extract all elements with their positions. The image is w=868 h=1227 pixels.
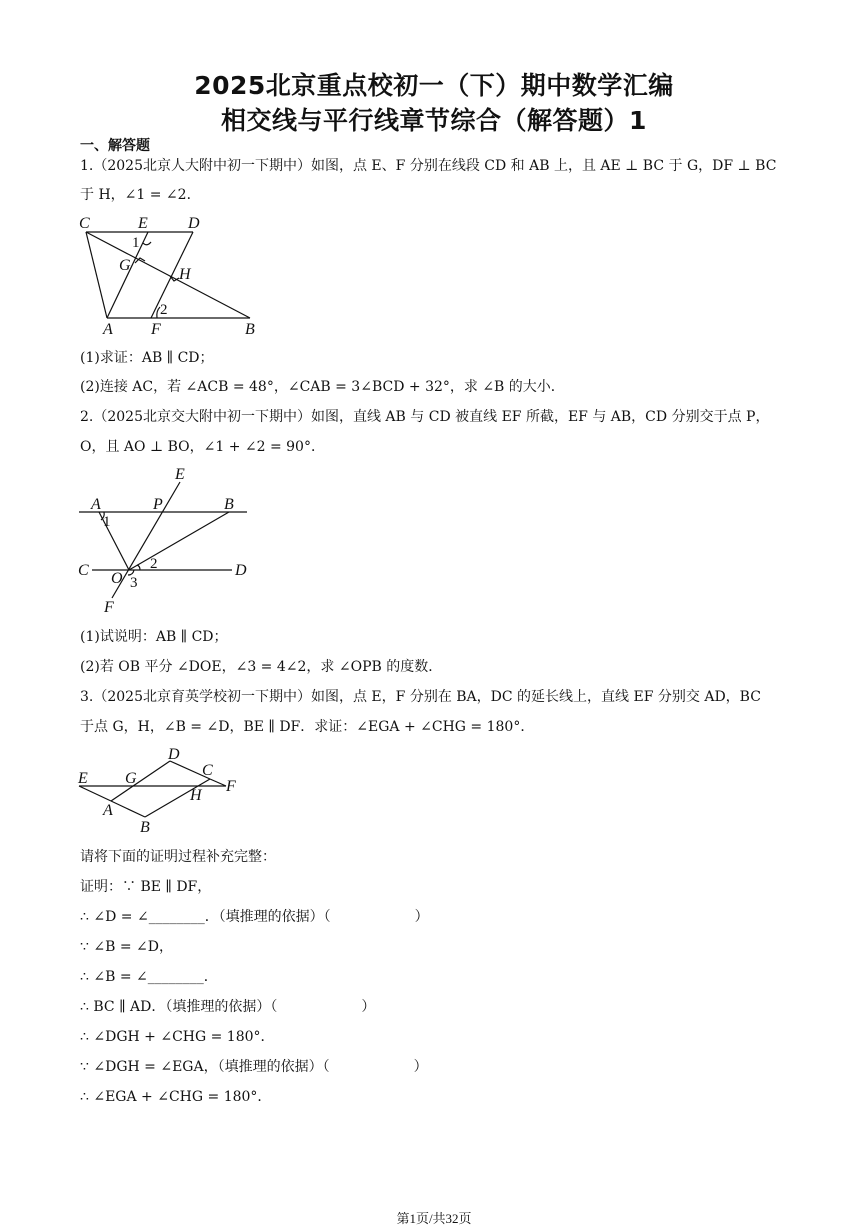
- problem-1-question-1: (1)求证：AB ∥ CD；: [80, 350, 214, 366]
- problem-3-text-line-1: 3.（2025北京育英学校初一下期中）如图，点 E，F 分别在 BA，DC 的延长线上，直线 EF 分别交 AD，BC: [80, 689, 761, 705]
- proof-step-6: ∴ ∠DGH + ∠CHG = 180°．: [80, 1029, 275, 1045]
- label-a: A: [91, 496, 101, 513]
- answer-blank-2[interactable]: ________: [147, 969, 204, 985]
- label-h: H: [190, 787, 202, 804]
- label-d: D: [168, 746, 180, 763]
- proof-step-5: ∴ BC ∥ AD．（填推理的依据）（ ）: [80, 999, 376, 1015]
- label-angle-2: 2: [160, 302, 168, 318]
- segment-ad: [111, 761, 170, 801]
- proof-step-3: ∵ ∠B = ∠D，: [80, 939, 173, 955]
- label-angle-1: 1: [132, 235, 140, 251]
- label-c: C: [78, 562, 89, 579]
- problem-2-question-1: (1)试说明：AB ∥ CD；: [80, 629, 228, 645]
- label-d: D: [235, 562, 247, 579]
- problem-3-prompt: 请将下面的证明过程补充完整：: [80, 849, 276, 865]
- label-e: E: [78, 770, 88, 787]
- proof-step-8: ∴ ∠EGA + ∠CHG = 180°．: [80, 1089, 272, 1105]
- page-title-line-1: 2025北京重点校初一（下）期中数学汇编: [194, 71, 674, 100]
- page-title-line-2: 相交线与平行线章节综合（解答题）1: [221, 106, 647, 135]
- proof-step-4: ∴ ∠B = ∠________．: [80, 969, 218, 985]
- section-heading: 一、解答题: [80, 138, 150, 154]
- label-b: B: [140, 819, 150, 836]
- label-g: G: [125, 770, 137, 787]
- label-a: A: [103, 802, 113, 819]
- proof-step-7: ∵ ∠DGH = ∠EGA，（填推理的依据）（ ）: [80, 1059, 428, 1075]
- segment-cf: [210, 779, 226, 786]
- problem-2-text-line-2: O，且 AO ⊥ BO，∠1 + ∠2 = 90°．: [80, 439, 325, 455]
- problem-2-text-line-1: 2.（2025北京交大附中初一下期中）如图，直线 AB 与 CD 被直线 EF 所截，EF 与 AB，CD 分别交于点 P，: [80, 409, 770, 425]
- proof-step-1: 证明：∵ BE ∥ DF，: [80, 879, 212, 895]
- problem-2-question-2: (2)若 OB 平分 ∠DOE，∠3 = 4∠2，求 ∠OPB 的度数．: [80, 659, 443, 675]
- problem-3-text-line-2: 于点 G，H，∠B = ∠D，BE ∥ DF．求证：∠EGA + ∠CHG = 180°．: [80, 719, 535, 735]
- label-angle-3: 3: [130, 575, 138, 591]
- segment-ea: [79, 786, 111, 801]
- label-e: E: [175, 466, 185, 483]
- label-b: B: [224, 496, 234, 513]
- label-b: B: [245, 321, 255, 338]
- label-f: F: [104, 599, 114, 616]
- label-f: F: [226, 778, 236, 795]
- problem-3-figure: [0, 0, 300, 840]
- problem-1-text-line-2: 于 H，∠1 = ∠2．: [80, 187, 201, 203]
- proof-step-2: ∴ ∠D = ∠________．（填推理的依据）（ ）: [80, 909, 429, 925]
- label-c: C: [79, 215, 90, 232]
- page-footer: 第1页/共32页: [396, 1211, 472, 1226]
- label-h: H: [179, 266, 191, 283]
- answer-blank-1[interactable]: ________: [148, 909, 205, 925]
- problem-1-text-line-1: 1.（2025北京人大附中初一下期中）如图，点 E、F 分别在线段 CD 和 AB 上，且 AE ⊥ BC 于 G，DF ⊥ BC: [80, 158, 777, 174]
- label-p: P: [153, 496, 163, 513]
- label-g: G: [119, 257, 131, 274]
- label-f: F: [151, 321, 161, 338]
- label-angle-1: 1: [103, 514, 111, 530]
- problem-1-question-2: (2)连接 AC，若 ∠ACB = 48°，∠CAB = 3∠BCD + 32°，求 ∠B 的大小．: [80, 379, 565, 395]
- label-e: E: [138, 215, 148, 232]
- segment-ab: [111, 801, 145, 817]
- label-c: C: [202, 762, 213, 779]
- label-angle-2: 2: [150, 556, 158, 572]
- label-d: D: [188, 215, 200, 232]
- label-o: O: [111, 570, 123, 587]
- label-a: A: [103, 321, 113, 338]
